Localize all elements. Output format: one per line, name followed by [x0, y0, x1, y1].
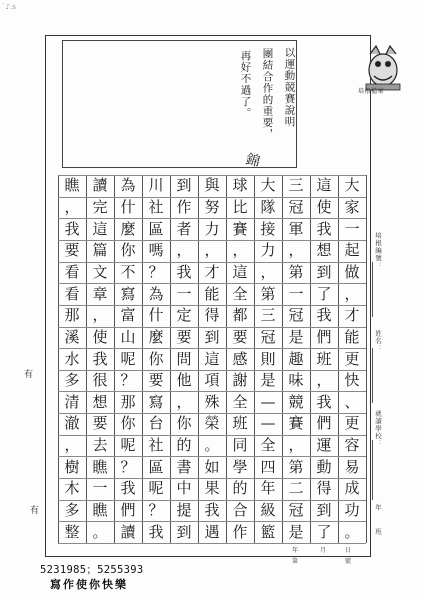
grid-character: 味: [288, 371, 304, 390]
grid-character: 成: [344, 479, 360, 498]
grid-character: 你: [120, 241, 136, 260]
grid-character: 澈: [64, 414, 80, 433]
grid-character: 起: [344, 241, 360, 260]
grid-character: 你: [148, 349, 164, 368]
grid-character: 我: [316, 219, 332, 238]
grid-column-line: [86, 175, 87, 543]
grid-character: 寫: [148, 392, 164, 411]
grid-character: 冠: [288, 197, 304, 216]
grid-character: 遇: [204, 522, 220, 541]
grid-character: 要: [64, 241, 80, 260]
grid-character: 全: [260, 436, 276, 455]
grid-character: 我: [204, 501, 220, 520]
grid-character: ，: [288, 436, 304, 455]
grid-character: 比: [232, 197, 248, 216]
grid-character: 麼: [120, 219, 136, 238]
grid-character: 到: [316, 501, 332, 520]
grid-character: 冠: [260, 327, 276, 346]
grid-character: 這: [316, 176, 332, 195]
grid-character: 文: [92, 262, 108, 281]
grid-column-line: [338, 175, 339, 543]
grid-character: 不: [120, 262, 136, 281]
grid-character: 到: [204, 327, 220, 346]
grid-character: ？: [148, 501, 164, 520]
grid-character: 能: [344, 327, 360, 346]
grid-character: ，: [176, 241, 192, 260]
grid-character: 第: [260, 284, 276, 303]
grid-character: 去: [92, 436, 108, 455]
grid-character: 讀: [120, 522, 136, 541]
grid-character: 的: [176, 436, 192, 455]
grid-character: 書: [176, 457, 192, 476]
grid-character: 富: [120, 306, 136, 325]
grid-character: 能: [204, 284, 220, 303]
grid-character: 力: [260, 241, 276, 260]
grid-character: 到: [316, 262, 332, 281]
grid-character: 到: [176, 176, 192, 195]
grid-character: 整: [64, 522, 80, 541]
grid-character: 嗎: [148, 241, 164, 260]
grid-character: 使: [92, 327, 108, 346]
grid-column-line: [142, 175, 143, 543]
grid-character: 得: [316, 479, 332, 498]
grid-character: 使: [316, 197, 332, 216]
reviewer-mark: 錦: [243, 151, 262, 171]
grid-character: ，: [288, 241, 304, 260]
grid-character: 第: [288, 457, 304, 476]
grid-character: 多: [64, 501, 80, 520]
grid-character: 冠: [288, 306, 304, 325]
grid-character: 大: [260, 176, 276, 195]
grid-character: 川: [148, 176, 164, 195]
grid-column-line: [366, 175, 367, 543]
grid-character: 想: [316, 241, 332, 260]
grid-character: 瞧: [92, 457, 108, 476]
grid-character: 要: [148, 371, 164, 390]
grid-character: 一: [344, 219, 360, 238]
grid-character: —: [260, 392, 276, 411]
grid-character: 們: [316, 327, 332, 346]
grid-character: 接: [260, 219, 276, 238]
stamp-label: 培根檔案: [358, 88, 385, 95]
grid-character: ，: [204, 241, 220, 260]
grid-character: ，: [176, 392, 192, 411]
date-day-label: 日: [345, 547, 352, 554]
grid-character: 寫: [120, 284, 136, 303]
grid-character: 。: [92, 522, 108, 541]
grid-character: 山: [120, 327, 136, 346]
grid-character: 快: [344, 371, 360, 390]
grid-character: 樹: [64, 457, 80, 476]
grid-character: 果: [204, 479, 220, 498]
grid-character: ，: [316, 371, 332, 390]
grid-column-line: [198, 175, 199, 543]
grid-character: 呢: [120, 349, 136, 368]
grid-character: 我: [148, 522, 164, 541]
margin-note-top: 有: [24, 370, 34, 380]
grid-character: 班: [232, 414, 248, 433]
grid-character: 這: [204, 349, 220, 368]
grid-character: 。: [204, 436, 220, 455]
grid-character: 同: [232, 436, 248, 455]
grid-character: 做: [344, 262, 360, 281]
grid-character: 我: [176, 262, 192, 281]
grid-character: 軍: [288, 219, 304, 238]
grid-character: 全: [232, 284, 248, 303]
class-label: 班: [374, 528, 382, 536]
student-code-line: [372, 262, 373, 317]
grid-column-line: [114, 175, 115, 543]
grid-character: 都: [232, 306, 248, 325]
grid-character: 如: [204, 457, 220, 476]
grid-character: ？: [120, 457, 136, 476]
grid-character: 是: [288, 522, 304, 541]
grid-character: 為: [148, 284, 164, 303]
student-code-label: 培根編號：: [374, 232, 382, 270]
slogan: 寫作使你快樂: [50, 578, 128, 591]
grid-character: 到: [176, 522, 192, 541]
grid-character: 要: [232, 327, 248, 346]
grid-character: 什: [148, 306, 164, 325]
grid-character: 問: [176, 349, 192, 368]
grid-character: 呢: [148, 479, 164, 498]
grid-character: 與: [204, 176, 220, 195]
grid-character: 讀: [92, 176, 108, 195]
grid-character: 一: [176, 284, 192, 303]
grid-character: 我: [316, 392, 332, 411]
grid-character: 易: [344, 457, 360, 476]
grid-character: 中: [176, 479, 192, 498]
grid-character: 、: [344, 392, 360, 411]
teacher-comment-line-2: 團結合作的重要，: [261, 48, 274, 140]
grid-character: ，: [64, 436, 80, 455]
grid-character: 級: [260, 501, 276, 520]
grid-character: 作: [232, 522, 248, 541]
margin-note-bottom: 有: [30, 506, 40, 516]
grid-character: 水: [64, 349, 80, 368]
grid-character: 二: [288, 479, 304, 498]
grid-character: 得: [204, 306, 220, 325]
grid-character: 定: [176, 306, 192, 325]
grid-character: 一: [92, 479, 108, 498]
grid-character: 我: [120, 479, 136, 498]
grid-character: 大: [344, 176, 360, 195]
student-name-label: 姓名：: [374, 330, 382, 353]
grid-character: 學: [232, 457, 248, 476]
grid-character: 年: [260, 479, 276, 498]
grid-column-line: [310, 175, 311, 543]
grid-column-line: [58, 175, 59, 543]
grid-character: ，: [232, 241, 248, 260]
grid-character: 們: [120, 501, 136, 520]
grid-character: 呢: [120, 436, 136, 455]
grid-character: 動: [316, 457, 332, 476]
grid-character: 容: [344, 436, 360, 455]
grid-character: ，: [344, 284, 360, 303]
grid-character: 那: [64, 306, 80, 325]
grid-character: 溪: [64, 327, 80, 346]
grid-character: 看: [64, 284, 80, 303]
grid-character: ，: [92, 306, 108, 325]
grid-character: 多: [64, 371, 80, 390]
grid-character: 競: [288, 392, 304, 411]
grid-character: 要: [176, 327, 192, 346]
grid-character: 三: [260, 306, 276, 325]
date-year-label: 年: [292, 547, 299, 554]
writing-grid: [58, 175, 366, 543]
grid-character: 是: [260, 371, 276, 390]
grid-character: 你: [176, 414, 192, 433]
grid-character: 我: [92, 349, 108, 368]
grid-character: 力: [204, 219, 220, 238]
corner-mark: ﾞ♪.s: [2, 3, 16, 11]
grid-character: 我: [64, 219, 80, 238]
grid-character: 社: [148, 197, 164, 216]
grid-character: 要: [92, 414, 108, 433]
grid-character: 一: [288, 284, 304, 303]
grid-character: 了: [316, 284, 332, 303]
grid-character: 謝: [232, 371, 248, 390]
grid-character: 這: [232, 262, 248, 281]
date-week-label: 第: [292, 558, 299, 565]
grid-column-line: [282, 175, 283, 543]
grid-character: 四: [260, 457, 276, 476]
grid-character: 則: [260, 349, 276, 368]
student-name-line: [372, 348, 373, 403]
grid-character: 更: [344, 349, 360, 368]
grid-character: 才: [344, 306, 360, 325]
grid-character: 感: [232, 349, 248, 368]
grid-character: 章: [92, 284, 108, 303]
grid-character: 完: [92, 197, 108, 216]
grid-character: 趣: [288, 349, 304, 368]
grid-character: 們: [316, 414, 332, 433]
grid-character: 那: [120, 392, 136, 411]
grid-character: 項: [204, 371, 220, 390]
grid-character: 篇: [92, 241, 108, 260]
grid-character: 功: [344, 501, 360, 520]
date-number-label: 號: [345, 558, 352, 565]
grid-column-line: [254, 175, 255, 543]
grid-character: 更: [344, 414, 360, 433]
grid-character: 殊: [204, 392, 220, 411]
grid-character: 他: [176, 371, 192, 390]
grid-character: 提: [176, 501, 192, 520]
teacher-comment-line-3: 再好不過了。: [239, 50, 252, 119]
grid-character: 看: [64, 262, 80, 281]
grid-character: 了: [316, 522, 332, 541]
grid-character: 第: [288, 262, 304, 281]
grid-character: 為: [120, 176, 136, 195]
grid-column-line: [170, 175, 171, 543]
grid-character: 合: [232, 501, 248, 520]
grid-character: 隊: [260, 197, 276, 216]
grid-character: 班: [316, 349, 332, 368]
teacher-comment-line-1: 以運動競賽說明: [283, 47, 296, 128]
grid-character: 球: [232, 176, 248, 195]
grid-character: 籃: [260, 522, 276, 541]
school-line: [372, 440, 373, 500]
grid-character: 這: [92, 219, 108, 238]
grid-character: 賽: [232, 219, 248, 238]
grid-character: 什: [120, 197, 136, 216]
grid-character: 榮: [204, 414, 220, 433]
grid-character: 是: [288, 327, 304, 346]
grid-character: 社: [148, 436, 164, 455]
grid-character: ，: [64, 197, 80, 216]
grid-character: 賽: [288, 414, 304, 433]
grid-character: 想: [92, 392, 108, 411]
grid-character: ？: [120, 371, 136, 390]
grid-character: 我: [316, 306, 332, 325]
contact-numbers: 5231985；5255393: [40, 564, 144, 576]
grid-character: 運: [316, 436, 332, 455]
grid-character: 作: [176, 197, 192, 216]
date-month-label: 月: [320, 547, 327, 554]
grid-character: ？: [148, 262, 164, 281]
grid-character: 三: [288, 176, 304, 195]
grid-character: 者: [176, 219, 192, 238]
grid-character: 區: [148, 457, 164, 476]
grid-character: 台: [148, 414, 164, 433]
grid-character: 家: [344, 197, 360, 216]
grid-character: 麼: [148, 327, 164, 346]
grid-character: 全: [232, 392, 248, 411]
grid-character: 很: [92, 371, 108, 390]
grid-column-line: [226, 175, 227, 543]
grid-character: 你: [120, 414, 136, 433]
grade-label: 年: [374, 504, 382, 512]
grid-character: 。: [344, 522, 360, 541]
grid-character: 才: [204, 262, 220, 281]
grid-character: 冠: [288, 501, 304, 520]
grid-character: 瞧: [92, 501, 108, 520]
grid-character: 瞧: [64, 176, 80, 195]
grid-character: ，: [260, 262, 276, 281]
school-label: 就讀學校：: [374, 410, 382, 448]
grid-character: 努: [204, 197, 220, 216]
grid-character: —: [260, 414, 276, 433]
grid-character: 木: [64, 479, 80, 498]
grid-character: 的: [232, 479, 248, 498]
grid-character: 區: [148, 219, 164, 238]
grid-character: 清: [64, 392, 80, 411]
